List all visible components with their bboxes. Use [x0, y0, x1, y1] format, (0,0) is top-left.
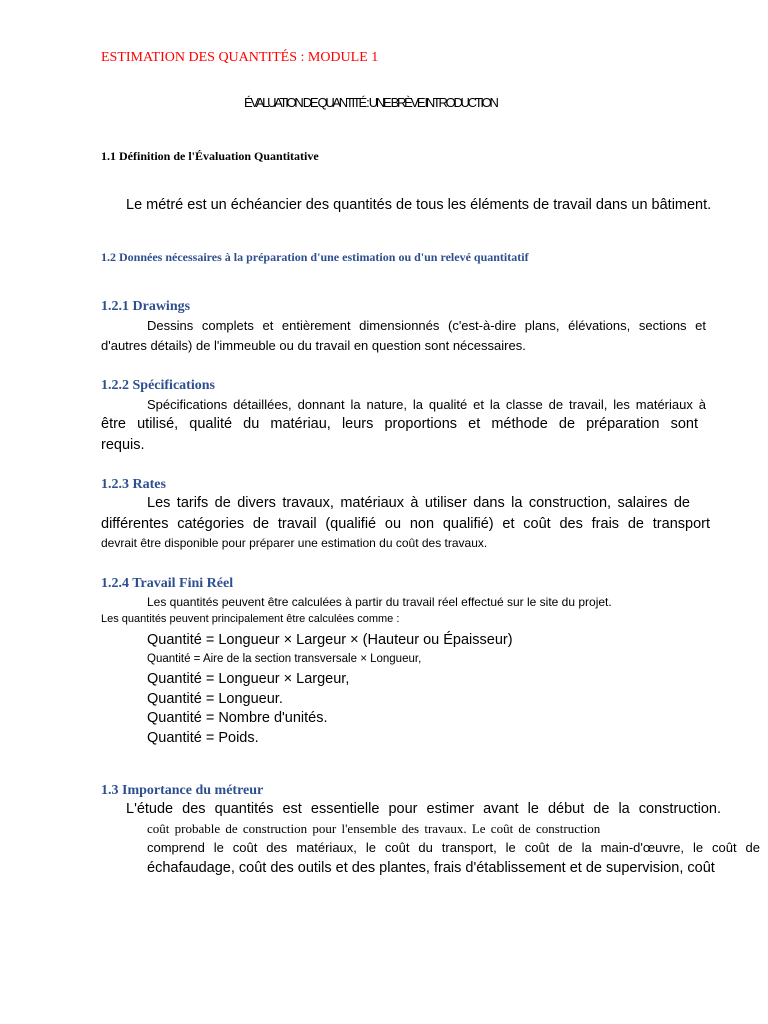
- document-subtitle: ÉVALUATION DE QUANTITÉ : UNE BRÈVE INTRODUCTION: [244, 95, 497, 110]
- section-1-2-3-line: devrait être disponible pour préparer une estimation du coût des travaux.: [101, 536, 488, 550]
- section-1-2-4-line: Les quantités peuvent être calculées à partir du travail réel effectué sur le site du projet.: [147, 595, 612, 609]
- section-1-2-2-line: Spécifications détaillées, donnant la nature, la qualité et la classe de travail, les matériaux à: [147, 397, 706, 412]
- section-1-1-text: Le métré est un échéancier des quantités de tous les éléments de travail dans un bâtiment.: [126, 197, 712, 213]
- formula-item: Quantité = Nombre d'unités.: [147, 710, 328, 726]
- section-1-2-3-line: différentes catégories de travail (qualifié ou non qualifié) et coût des frais de transport: [101, 516, 710, 532]
- formula-item: Quantité = Longueur.: [147, 691, 283, 707]
- section-1-2-2-line: requis.: [101, 437, 145, 453]
- section-1-2-4-line: Les quantités peuvent principalement être calculées comme :: [101, 613, 400, 625]
- section-1-3-line: L'étude des quantités est essentielle pour estimer avant le début de la construction.: [126, 801, 721, 817]
- section-1-2-2-heading: 1.2.2 Spécifications: [101, 378, 215, 393]
- formula-item: Quantité = Aire de la section transversale × Longueur,: [147, 653, 422, 665]
- section-1-2-heading: 1.2 Données nécessaires à la préparation d'une estimation ou d'un relevé quantitatif: [101, 250, 529, 264]
- formula-item: Quantité = Poids.: [147, 730, 259, 746]
- section-1-3-heading: 1.3 Importance du métreur: [101, 783, 264, 798]
- section-1-2-1-line: d'autres détails) de l'immeuble ou du travail en question sont nécessaires.: [101, 338, 526, 353]
- formula-item: Quantité = Longueur × Largeur,: [147, 671, 350, 687]
- section-1-1-heading: 1.1 Définition de l'Évaluation Quantitative: [101, 149, 319, 163]
- section-1-3-line: échafaudage, coût des outils et des plantes, frais d'établissement et de supervision, coût: [147, 860, 715, 876]
- section-1-3-line: coût probable de construction pour l'ensemble des travaux. Le coût de construction: [147, 821, 601, 836]
- section-1-2-4-heading: 1.2.4 Travail Fini Réel: [101, 576, 234, 591]
- section-1-2-3-line: Les tarifs de divers travaux, matériaux à utiliser dans la construction, salaires de: [147, 495, 690, 511]
- section-1-2-2-line: être utilisé, qualité du matériau, leurs proportions et méthode de préparation sont: [101, 416, 698, 432]
- section-1-2-1-line: Dessins complets et entièrement dimensionnés (c'est-à-dire plans, élévations, sections et: [147, 318, 706, 333]
- formula-item: Quantité = Longueur × Largeur × (Hauteur ou Épaisseur): [147, 632, 513, 648]
- section-1-2-3-heading: 1.2.3 Rates: [101, 477, 166, 492]
- section-1-2-1-heading: 1.2.1 Drawings: [101, 299, 191, 314]
- section-1-3-line: comprend le coût des matériaux, le coût du transport, le coût de la main-d'œuvre, le coût de: [147, 840, 760, 855]
- document-title: ESTIMATION DES QUANTITÉS : MODULE 1: [101, 50, 379, 65]
